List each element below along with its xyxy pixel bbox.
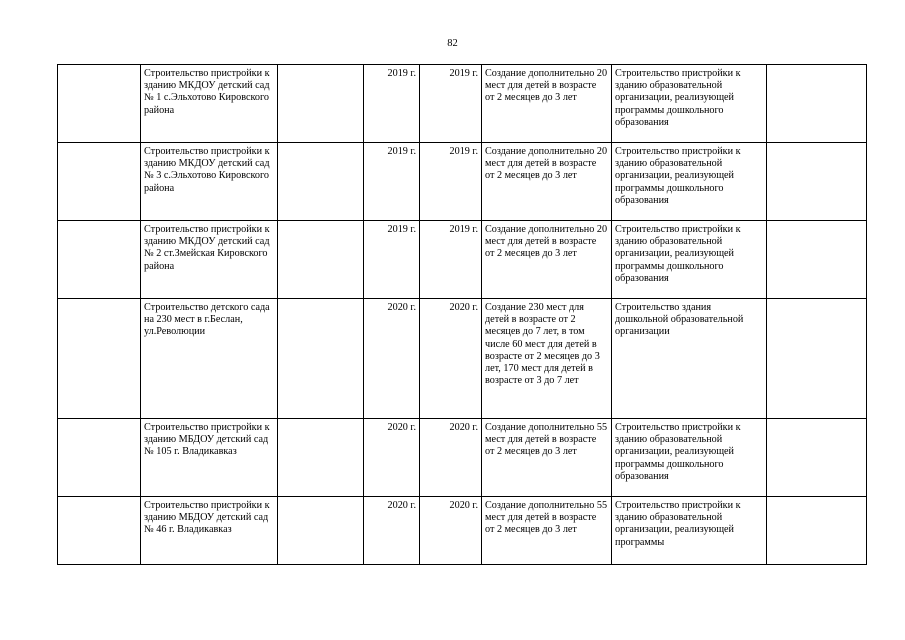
result-text: Создание дополнительно 55 мест для детей в возрасте от 2 месяцев до 3 лет xyxy=(485,422,608,458)
cell-object xyxy=(141,419,278,497)
start-year: 2020 г. xyxy=(387,500,416,511)
document-table xyxy=(57,64,867,565)
event-text: Строительство пристройки к зданию образовательной организации, реализующей программы дошкольного образования xyxy=(615,422,741,482)
cell-result xyxy=(482,419,612,497)
cell-empty xyxy=(767,299,867,419)
cell-result xyxy=(482,299,612,419)
start-year: 2020 г. xyxy=(387,302,416,313)
cell-end-year xyxy=(420,299,482,419)
cell-number xyxy=(58,419,141,497)
cell-event xyxy=(612,143,767,221)
table-row xyxy=(58,143,867,221)
end-year: 2020 г. xyxy=(449,422,478,433)
cell-start-year xyxy=(364,65,420,143)
cell-empty xyxy=(278,221,364,299)
cell-result xyxy=(482,497,612,565)
end-year: 2019 г. xyxy=(449,68,478,79)
start-year: 2019 г. xyxy=(387,224,416,235)
cell-number xyxy=(58,143,141,221)
object-name: Строительство пристройки к зданию МКДОУ детский сад № 3 с.Эльхотово Кировского района xyxy=(144,146,270,194)
cell-number xyxy=(58,65,141,143)
cell-end-year xyxy=(420,143,482,221)
cell-number xyxy=(58,299,141,419)
cell-empty xyxy=(767,143,867,221)
cell-result xyxy=(482,221,612,299)
cell-empty xyxy=(767,221,867,299)
cell-start-year xyxy=(364,419,420,497)
page-number: 82 xyxy=(447,38,458,49)
cell-number xyxy=(58,221,141,299)
cell-event xyxy=(612,299,767,419)
start-year: 2019 г. xyxy=(387,146,416,157)
cell-empty xyxy=(278,143,364,221)
object-name: Строительство детского сада на 230 мест в г.Беслан, ул.Революции xyxy=(144,302,270,338)
result-text: Создание дополнительно 55 мест для детей в возрасте от 2 месяцев до 3 лет xyxy=(485,500,608,536)
table-row xyxy=(58,221,867,299)
cell-start-year xyxy=(364,497,420,565)
cell-result xyxy=(482,143,612,221)
event-text: Строительство здания дошкольной образовательной организации xyxy=(615,302,744,338)
end-year: 2020 г. xyxy=(449,500,478,511)
cell-event xyxy=(612,65,767,143)
cell-empty xyxy=(278,299,364,419)
cell-end-year xyxy=(420,419,482,497)
cell-object xyxy=(141,143,278,221)
result-text: Создание 230 мест для детей в возрасте от 2 месяцев до 7 лет, в том числе 60 мест для детей в возрасте от 2 месяцев до 3 лет, 170 мест для детей в возрасте от 3 до 7 лет xyxy=(485,302,600,387)
cell-empty xyxy=(767,65,867,143)
cell-empty xyxy=(278,419,364,497)
cell-empty xyxy=(278,65,364,143)
cell-start-year xyxy=(364,143,420,221)
start-year: 2019 г. xyxy=(387,68,416,79)
cell-end-year xyxy=(420,221,482,299)
cell-event xyxy=(612,497,767,565)
cell-end-year xyxy=(420,497,482,565)
end-year: 2020 г. xyxy=(449,302,478,313)
result-text: Создание дополнительно 20 мест для детей в возрасте от 2 месяцев до 3 лет xyxy=(485,224,608,260)
cell-event xyxy=(612,221,767,299)
start-year: 2020 г. xyxy=(387,422,416,433)
cell-event xyxy=(612,419,767,497)
cell-object xyxy=(141,65,278,143)
event-text: Строительство пристройки к зданию образовательной организации, реализующей программы дошкольного образования xyxy=(615,224,741,284)
cell-start-year xyxy=(364,221,420,299)
cell-end-year xyxy=(420,65,482,143)
cell-empty xyxy=(767,419,867,497)
object-name: Строительство пристройки к зданию МКДОУ детский сад № 2 ст.Змейская Кировского района xyxy=(144,224,270,272)
cell-object xyxy=(141,497,278,565)
cell-result xyxy=(482,65,612,143)
cell-empty xyxy=(278,497,364,565)
table-row xyxy=(58,65,867,143)
event-text: Строительство пристройки к зданию образовательной организации, реализующей программы дошкольного образования xyxy=(615,68,741,128)
end-year: 2019 г. xyxy=(449,146,478,157)
table-row xyxy=(58,419,867,497)
object-name: Строительство пристройки к зданию МКДОУ детский сад № 1 с.Эльхотово Кировского района xyxy=(144,68,270,116)
table-row xyxy=(58,299,867,419)
object-name: Строительство пристройки к зданию МБДОУ детский сад № 46 г. Владикавказ xyxy=(144,500,270,536)
result-text: Создание дополнительно 20 мест для детей в возрасте от 2 месяцев до 3 лет xyxy=(485,146,608,182)
end-year: 2019 г. xyxy=(449,224,478,235)
table-row xyxy=(58,497,867,565)
result-text: Создание дополнительно 20 мест для детей в возрасте от 2 месяцев до 3 лет xyxy=(485,68,608,104)
object-name: Строительство пристройки к зданию МБДОУ детский сад № 105 г. Владикавказ xyxy=(144,422,270,458)
cell-number xyxy=(58,497,141,565)
cell-object xyxy=(141,221,278,299)
event-text: Строительство пристройки к зданию образовательной организации, реализующей программы xyxy=(615,500,741,548)
cell-start-year xyxy=(364,299,420,419)
event-text: Строительство пристройки к зданию образовательной организации, реализующей программы дошкольного образования xyxy=(615,146,741,206)
cell-empty xyxy=(767,497,867,565)
cell-object xyxy=(141,299,278,419)
